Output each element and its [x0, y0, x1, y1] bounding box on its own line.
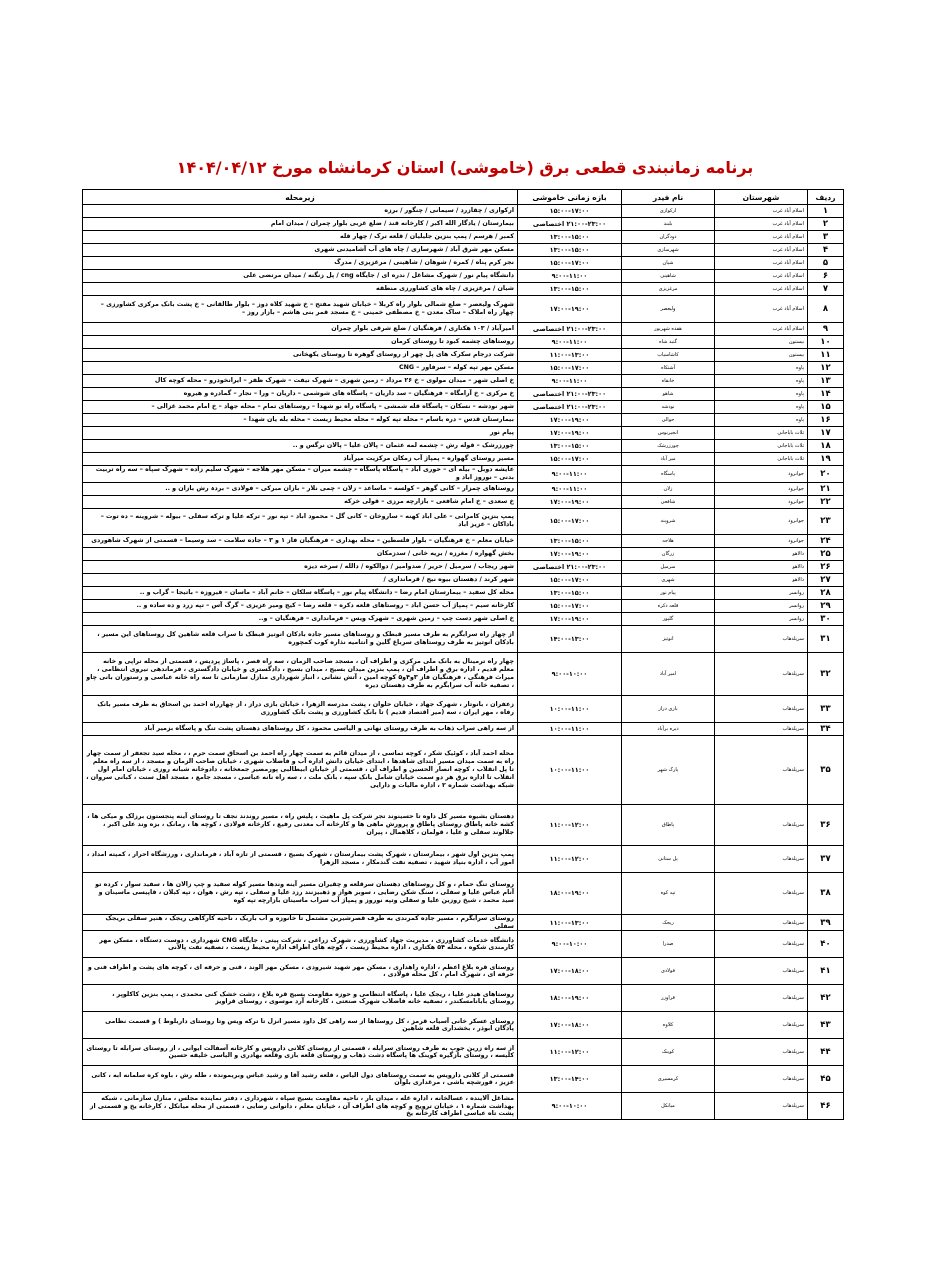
row-number: ۳۸: [808, 872, 844, 914]
row-feeder: پاطاق: [622, 804, 715, 845]
row-area: محله احمد آباد ، کوئیک شکر ، کوچه تماسی ، از میدان قائم به سمت چهار راه احمد بن اسحاق سمت حرم ، ، محله سید تجعفر از سمت چهار راه به سمت میدان مسیر ابتدای شاهدها ، ابتدای خیابان دانش اداره آب و فاضلاب شهری ، خیابان صاحب الزمان و مسجد ، از سه راه معلم تا پل انقلاب ، کوچه انصار الحسین و اطراف آن ، قسمتی از خیابان ابیطالبی پورمصیر جمعخانه ، دادوخانه شبانه روزی ، خیابان امام اول انقلاب تا اداره برق هر دو سمت خیابان شامل بانک سپه ، بانک ملت ، ، سه راه نانه عباسی ، مسجد جامع ، مسجد اهل سنت ، کبانی سروان ، شبکه بهداشت شماره ۲ ، اداره مالیات و دارایی: [83, 735, 518, 804]
row-time: ۱۷:۰۰-۱۹:۰۰: [518, 296, 622, 323]
row-city: اسلام آباد غرب: [715, 283, 808, 296]
row-time: ۱۸:۰۰-۱۹:۰۰: [518, 872, 622, 914]
table-row: [83, 336, 844, 349]
row-time: ۱۷:۰۰-۱۸:۰۰: [518, 1012, 622, 1039]
row-number: ۳۹: [808, 914, 844, 931]
header-radif: ردیف: [808, 190, 844, 205]
row-area: امیرآباد / ۱۰۳ هکتاری / فرهنگیان / ضلع شرقی بلوار چمران: [83, 323, 518, 336]
row-city: پاوه: [715, 375, 808, 388]
row-city: جوانرود: [715, 482, 808, 495]
row-number: ۳۶: [808, 804, 844, 845]
row-city: پاوه: [715, 388, 808, 401]
row-time: ۱۵:۰۰-۱۷:۰۰: [518, 573, 622, 586]
row-area: خ اصلی شهر دست چپ – زمین شهری – شهرک ویس – فرمانداری – فرهنگیان – و..: [83, 612, 518, 625]
row-city: سرپلذهاب: [715, 872, 808, 914]
row-number: ۶: [808, 270, 844, 283]
row-number: ۳: [808, 231, 844, 244]
row-feeder: هفده شهریور: [622, 323, 715, 336]
row-number: ۳۷: [808, 845, 844, 872]
row-feeder: گلپور: [622, 612, 715, 625]
row-city: سرپلذهاب: [715, 695, 808, 722]
header-area: زیرمحله: [83, 190, 518, 205]
row-time: ۱۵:۰۰-۱۷:۰۰: [518, 453, 622, 466]
row-city: سرپلذهاب: [715, 1039, 808, 1066]
table-row: [83, 508, 844, 534]
row-time: ۱۳:۰۰-۱۵:۰۰: [518, 586, 622, 599]
row-feeder: دیره برآباد: [622, 722, 715, 735]
row-time: ۱۱:۰۰-۱۳:۰۰: [518, 914, 622, 931]
table-row: [83, 560, 844, 573]
row-area: شهرک ولیعصر – ضلع شمالی بلوار راه کربلا – خیابان شهید مفتح – خ شهید کلاه دوز – بلوار طالقانی – خ پشت بانک مرکزی کشاورزی – چهار راه املاک – ساک معدن – خ مصطفی خمینی – خ مسجد قمر بنی هاشم – بازار روز –: [83, 296, 518, 323]
row-feeder: کلاوه: [622, 1012, 715, 1039]
header-time: بازه زمانی خاموشی: [518, 190, 622, 205]
row-time: ۱۷:۰۰-۱۸:۰۰: [518, 958, 622, 985]
row-time: ۱۳:۰۰-۱۵:۰۰: [518, 231, 622, 244]
row-area: خ مرکزی – خ آرامگاه – فرهنگیان – سد داریان – پاسگاه های شوشمی – داریان – ورا – نجار – گمادره و هیروه: [83, 388, 518, 401]
row-feeder: شروینه: [622, 508, 715, 534]
row-area: دهستان بشیوه مسیر کل داوه تا حسینوند تجر شرکت پل ماهیت ، پلیس راه ، مسیر روندند نجف تا روستای آینه پنجستون برزلک و میکی ها ، کشه خانه پاطاق روستای پاطاق و پرورش ماهی ها و کارخانه آب معدنی رفیع ، کارخانه فولادی ، کوچه ها ، رمانک ، بزه وند علی اکبر ، جلالوند سفلی و علیا ، قولمان ، کلاهمال ، پیران: [83, 804, 518, 845]
row-time: ۹:۰۰-۱۱:۰۰: [518, 336, 622, 349]
row-number: ۲۷: [808, 573, 844, 586]
row-area: مسکن مهر تپه کوله – سرفاور – CNG: [83, 362, 518, 375]
row-time: ۱۱:۰۰-۱۲:۰۰: [518, 1039, 622, 1066]
row-area: روستاهای چشمه کبود تا روستای کرمان: [83, 336, 518, 349]
row-feeder: انوتیز: [622, 625, 715, 652]
row-number: ۴۳: [808, 1012, 844, 1039]
table-row: [83, 1093, 844, 1120]
row-area: بخش گهواره / مغرزه / بریه خانی / سدزمکان: [83, 547, 518, 560]
row-number: ۴۱: [808, 958, 844, 985]
row-city: ثلاث باباجانی: [715, 453, 808, 466]
row-area: دانشگاه خدمات کشاورزی ، مدیریت جهاد کشاورزی ، شهرک زراعی ، شرکت پیتی ، جایگاه CNG شهرداری ، دوست دستگاه ، مسکن مهر کارمندی شکوه ، محله ۵۴ هکتاری ، اداره محیط زیست ، کوچه های اطراف اداره محیط زیست ، تصفیه نفت پالانی: [83, 931, 518, 958]
row-feeder: میر آباد: [622, 453, 715, 466]
row-number: ۴۶: [808, 1093, 844, 1120]
row-number: ۱۰: [808, 336, 844, 349]
row-city: دالاهو: [715, 560, 808, 573]
row-time: ۲۱:۰۰-۲۳:۰۰ اختصاصی: [518, 401, 622, 414]
row-number: ۲۹: [808, 599, 844, 612]
header-feeder: نام فیدر: [622, 190, 715, 205]
row-city: سرپلذهاب: [715, 804, 808, 845]
row-feeder: سرمیل: [622, 560, 715, 573]
row-area: بیمارستان قدس – دره باسام – محله تپه کوله – محله محیط زیست – محله بله یان شهدا –: [83, 414, 518, 427]
row-time: ۹:۰۰-۱۱:۰۰: [518, 466, 622, 483]
row-number: ۱: [808, 205, 844, 218]
row-city: سرپلذهاب: [715, 722, 808, 735]
row-time: ۱۵:۰۰-۱۷:۰۰: [518, 599, 622, 612]
table-row: [83, 914, 844, 931]
table-row: [83, 440, 844, 453]
row-city: سرپلذهاب: [715, 652, 808, 695]
row-number: ۳۲: [808, 652, 844, 695]
row-number: ۲۵: [808, 547, 844, 560]
row-time: ۱۳:۰۰-۱۵:۰۰: [518, 440, 622, 453]
row-area: خ اصلی شهر – میدان مولوی – خ ۲۶ مرداد – زمین شهری – شهرک نیفت – شهرک ظفر – ایرانخودرو – محله کوچه کال: [83, 375, 518, 388]
row-city: پاوه: [715, 362, 808, 375]
row-number: ۷: [808, 283, 844, 296]
row-feeder: شهری: [622, 573, 715, 586]
row-number: ۲۳: [808, 508, 844, 534]
table-row: [83, 804, 844, 845]
row-area: نجر کرم پناه / کمره / شوهان / شاهینی / مرغزیزی / مدرگ: [83, 257, 518, 270]
row-number: ۲۰: [808, 466, 844, 483]
table-row: [83, 599, 844, 612]
table-row: [83, 495, 844, 508]
row-time: ۲۱:۰۰-۲۳:۰۰ اختصاصی: [518, 323, 622, 336]
row-feeder: پارک شهر: [622, 735, 715, 804]
row-area: از سه راه زرین جوب به طرف روستای سرابله ، قسمتی از روستای کلانی دارویس و کارخانه آسفالت ایوانی ، از روستای سرابله تا روستای کلیسه ، روستای بازگیره کوینک ها پاسگاه دشت ذهاب و روستای قلعه بازی وقلعه بهادری و الیاسی خلیفه حسین: [83, 1039, 518, 1066]
row-feeder: زلان: [622, 482, 715, 495]
row-time: ۱۴:۰۰-۱۳:۰۰: [518, 625, 622, 652]
row-number: ۱۵: [808, 401, 844, 414]
row-number: ۱۳: [808, 375, 844, 388]
row-number: ۹: [808, 323, 844, 336]
row-time: ۱۱:۰۰-۱۳:۰۰: [518, 349, 622, 362]
row-feeder: خانقاه: [622, 375, 715, 388]
row-number: ۳۴: [808, 722, 844, 735]
row-area: بیمارستان / یادگار الله اکبر / کارخانه قند / ضلع غربی بلوار چمران / میدان امام: [83, 218, 518, 231]
row-area: پمپ بنزین کامرانی – علی اباد کهنه – ساروخان – کانی گل – محمود اباد – تپه نور – ترکه علیا و ترکه سفلی – بیوله – شروینه – ده توت – باداکان – عزیز اباد: [83, 508, 518, 534]
table-row: [83, 388, 844, 401]
table-row: [83, 270, 844, 283]
row-city: سرپلذهاب: [715, 1066, 808, 1093]
row-city: دالاهو: [715, 547, 808, 560]
row-feeder: انجیرنوس: [622, 427, 715, 440]
row-feeder: حوالی: [622, 414, 715, 427]
row-time: ۱۳:۰۰-۱۵:۰۰: [518, 244, 622, 257]
row-number: ۱۷: [808, 427, 844, 440]
row-area: کمبر / هرسم / پمپ بنزین جلیلیان / قلعه ترک / چهار قله: [83, 231, 518, 244]
row-city: روانسر: [715, 599, 808, 612]
row-city: سرپلذهاب: [715, 931, 808, 958]
row-feeder: شافعی: [622, 495, 715, 508]
row-number: ۱۴: [808, 388, 844, 401]
table-row: [83, 205, 844, 218]
row-area: چورزرشک – قوله رش – چشمه لمه عثمان – پالان علیا – پالان نرگس و ..: [83, 440, 518, 453]
table-row: [83, 735, 844, 804]
row-area: زعفران ، بانوتار ، شهرک جهاد ، خیابان حلوان ، پشت مدرسه الزهرا ، خیابان بازی دراز ، از چهارراه احمد بن اسحاق به طرف مسیر بانک رفاه ، مهر ایران ، سه (میر اقتصاد قدیم ) تا بانک کشاورزی و پشت بانک کشاورزی: [83, 695, 518, 722]
row-time: ۱۱:۰۰-۱۲:۰۰: [518, 845, 622, 872]
row-feeder: شهرسازی: [622, 244, 715, 257]
table-row: [83, 1039, 844, 1066]
row-city: روانسر: [715, 612, 808, 625]
table-row: [83, 349, 844, 362]
row-city: جوانرود: [715, 508, 808, 534]
row-feeder: ریجک: [622, 914, 715, 931]
table-row: [83, 218, 844, 231]
row-area: شهر کرند / دهستان بیوه نیج / قرمانداری /: [83, 573, 518, 586]
row-time: ۲۱:۰۰-۲۳:۰۰ اختصاصی: [518, 560, 622, 573]
row-number: ۴۰: [808, 931, 844, 958]
row-area: ارکوازی / چقازرد / سیمانی / چنگور / برزه: [83, 205, 518, 218]
table-row: [83, 612, 844, 625]
row-area: عایشه دوبل – بیله ای – حوری اباد – پاسگاه پاسگاه – چشمه میران – مسکن مهر هلاجه – شهرک سلیم زاده – شهرک سپاه – سه راه تربیت بدنی – نوروز اباد و: [83, 466, 518, 483]
row-time: ۲۱:۰۰-۲۳:۰۰ اختصاصی: [518, 218, 622, 231]
table-row: [83, 573, 844, 586]
table-row: [83, 625, 844, 652]
row-number: ۲۴: [808, 534, 844, 547]
table-row: [83, 375, 844, 388]
table-row: [83, 547, 844, 560]
row-time: ۱۵:۰۰-۱۷:۰۰: [518, 508, 622, 534]
row-number: ۸: [808, 296, 844, 323]
row-number: ۳۵: [808, 735, 844, 804]
table-row: [83, 427, 844, 440]
table-row: [83, 958, 844, 985]
row-number: ۳۳: [808, 695, 844, 722]
row-city: اسلام آباد غرب: [715, 218, 808, 231]
row-feeder: میانکل: [622, 1093, 715, 1120]
table-row: [83, 283, 844, 296]
row-time: ۹:۰۰-۱۱:۰۰: [518, 270, 622, 283]
row-feeder: قلعه دکره: [622, 599, 715, 612]
row-city: سرپلذهاب: [715, 1012, 808, 1039]
row-feeder: قراوزر: [622, 985, 715, 1012]
table-row: [83, 482, 844, 495]
table-header-row: [83, 190, 844, 205]
row-city: ثلاث باباجانی: [715, 440, 808, 453]
row-number: ۴۲: [808, 985, 844, 1012]
table-row: [83, 722, 844, 735]
row-number: ۱۱: [808, 349, 844, 362]
row-city: سرپلذهاب: [715, 1093, 808, 1120]
row-number: ۴۵: [808, 1066, 844, 1093]
row-city: روانسر: [715, 586, 808, 599]
row-area: شهر نودشه – نسکان – پاسگاه قله شمشی – پاسگاه راه نو شهدا – روستاهای تمام – محله جهاد – خ امام محمد غزالی –: [83, 401, 518, 414]
row-city: دالاهو: [715, 573, 808, 586]
row-city: سرپلذهاب: [715, 625, 808, 652]
row-number: ۲۸: [808, 586, 844, 599]
row-time: ۱۵:۰۰-۱۷:۰۰: [518, 362, 622, 375]
row-area: پمپ بنزین اول شهر ، بیمارستان ، شهرک پشت بیمارستان ، شهرک بسیج ، قسمتی از تازه آباد ، فرمانداری ، ورزشگاه احرار ، کمیته امداد ، امور آب ، اداره بنیاد شهید ، تصفیه نفت گندمکار ، مسجد الزهرا: [83, 845, 518, 872]
row-city: پاوه: [715, 414, 808, 427]
row-time: ۱۳:۰۰-۱۵:۰۰: [518, 534, 622, 547]
table-row: [83, 401, 844, 414]
header-city: شهرستان: [715, 190, 808, 205]
row-feeder: ولیعصر: [622, 296, 715, 323]
row-area: خیابان معلم – خ فرهنگیان – بلوار فلسطین – محله بهداری – فرهنگیان فاز ۱ و ۳ – جاده سلامت – سد وسیما – قسمتی از شهرک شاهوردی: [83, 534, 518, 547]
table-row: [83, 985, 844, 1012]
row-time: ۹:۰۰-۱۱:۰۰: [518, 482, 622, 495]
row-time: ۹:۰۰-۱۰:۰۰: [518, 652, 622, 695]
row-city: جوانرود: [715, 466, 808, 483]
row-city: پاوه: [715, 401, 808, 414]
row-area: پیام نور: [83, 427, 518, 440]
row-area: مسیر روستای گهواره – پمپاژ آب زمکان مرکزیت میرآباد: [83, 453, 518, 466]
table-row: [83, 466, 844, 483]
row-number: ۳۱: [808, 625, 844, 652]
page-title: برنامه زمانبندی قطعی برق (خاموشی) استان کرمانشاه مورخ ۱۴۰۴/۰۴/۱۲: [176, 158, 754, 177]
row-area: مشاغل آلاینده ، عسالخانه ، اداره غله ، میدان بار ، ناحیه مقاومت بسیج سپاه ، شهرداری ، دفتر نماینده مجلس ، منازل سازمانی ، شبکه بهداشت شماره ۱ ، خیابان ترویج و کوچه های اطراف آن ، خیابان معلم ، دانوانی رضایی ، قسمتی از محله میانکل ، کارخانه یخ و قسمتی از پشت تاه عباسی اطراف کارخانه یخ: [83, 1093, 518, 1120]
table-row: [83, 872, 844, 914]
table-row: [83, 931, 844, 958]
table-row: [83, 586, 844, 599]
row-area: قسمتی از کلانی دارویس به سمت روستاهای دول الیاس ، قلعه رشید آقا و رشید عباس وبریمونده ، طله رش ، باوه کره سلمانه ابه ، کانی عزیز ، قورشچه باشی ، مرغداری بلوان: [83, 1066, 518, 1093]
table-row: [83, 1066, 844, 1093]
row-feeder: بلبند: [622, 218, 715, 231]
row-time: ۹:۰۰-۱۰:۰۰: [518, 931, 622, 958]
row-feeder: کوینک: [622, 1039, 715, 1066]
row-time: ۱۵:۰۰-۱۷:۰۰: [518, 257, 622, 270]
table-row: [83, 414, 844, 427]
table-row: [83, 1012, 844, 1039]
row-city: سرپلذهاب: [715, 845, 808, 872]
row-area: روستاهای هیدر علیا ، ریجک علیا ، پاسگاه انتظامی و حوزه مقاومت بسیج قره بلاغ ، دشت خشک کنی محمدی ، پمپ بنزین کاکلوپر ، روستای بابانامسکندر ، تصفیه خانه فاضلاب شهرک صنعتی ، کارخانه آرد موسوی ، روستای قراویز: [83, 985, 518, 1012]
row-number: ۵: [808, 257, 844, 270]
row-feeder: شاهو: [622, 388, 715, 401]
row-feeder: چورزرشک: [622, 440, 715, 453]
row-time: ۱۰:۰۰-۱۱:۰۰: [518, 695, 622, 722]
row-city: اسلام آباد غرب: [715, 323, 808, 336]
row-feeder: صدرا: [622, 931, 715, 958]
table-row: [83, 257, 844, 270]
row-time: ۱۷:۰۰-۱۹:۰۰: [518, 414, 622, 427]
row-feeder: تپه کوه: [622, 872, 715, 914]
row-city: اسلام آباد غرب: [715, 296, 808, 323]
row-area: روستای قره بلاغ اعظم ، اداره راهداری ، مسکن مهر شهید شیرودی ، مسکن مهر الوند ، قنی و حرفه ای ، کوچه های پشت و اطراف فنی و حرفه ای ، شهرک امام ، کل محله فولادی ،: [83, 958, 518, 985]
row-time: ۱۷:۰۰-۱۹:۰۰: [518, 427, 622, 440]
row-city: سرپلذهاب: [715, 985, 808, 1012]
row-feeder: امیر آباد: [622, 652, 715, 695]
row-time: ۲۱:۰۰-۲۳:۰۰ اختصاصی: [518, 388, 622, 401]
row-feeder: آشتکاه: [622, 362, 715, 375]
row-city: سرپلذهاب: [715, 958, 808, 985]
row-feeder: شیان: [622, 257, 715, 270]
table-row: [83, 453, 844, 466]
row-city: سرپلذهاب: [715, 914, 808, 931]
row-feeder: پیام نور: [622, 586, 715, 599]
row-city: بیستون: [715, 336, 808, 349]
row-feeder: دودگران: [622, 231, 715, 244]
row-city: اسلام آباد غرب: [715, 257, 808, 270]
row-city: جوانرود: [715, 534, 808, 547]
row-time: ۱۰:۰۰-۱۱:۰۰: [518, 735, 622, 804]
row-number: ۲۲: [808, 495, 844, 508]
table-row: [83, 534, 844, 547]
table-row: [83, 231, 844, 244]
row-area: شهر ریجاب / سرمیل / حریر / صدوامیر / دوالکوه / دالله / سرخه دیزه: [83, 560, 518, 573]
row-area: شرکت درجام سکرک های پل چهر از روستای گوهره تا روستای یکهخانی: [83, 349, 518, 362]
row-area: از چهار راه سرابگرم به طرف مسیر قبطک و روستاهای مسیر جاده بادکان انوتیز قبطک تا سراب قلعه شاهین کل روستاهای این مسیر ، بادکان انوتیز به طرف روستاهای سرباغ گلین و انتامیه نذاره کوب کمچوره: [83, 625, 518, 652]
row-city: جوانرود: [715, 495, 808, 508]
row-number: ۲۱: [808, 482, 844, 495]
table-row: [83, 695, 844, 722]
row-feeder: گنبد شاه: [622, 336, 715, 349]
row-area: شیان / مرغزیزی / چاه های کشاورزی منطقه: [83, 283, 518, 296]
row-city: اسلام آباد غرب: [715, 231, 808, 244]
row-city: اسلام آباد غرب: [715, 270, 808, 283]
row-feeder: ارکوازی: [622, 205, 715, 218]
row-city: ثلاث باباجانی: [715, 427, 808, 440]
row-city: اسلام آباد غرب: [715, 244, 808, 257]
row-time: ۱۵:۰۰-۱۷:۰۰: [518, 205, 622, 218]
row-time: ۱۱:۰۰-۱۲:۰۰: [518, 804, 622, 845]
row-feeder: فولادی: [622, 958, 715, 985]
row-area: خ سعدی – خ امام شافعی – بازارچه مرزی – قولی خرکه: [83, 495, 518, 508]
row-number: ۳۰: [808, 612, 844, 625]
row-feeder: شاهینی: [622, 270, 715, 283]
row-feeder: بازی دراز: [622, 695, 715, 722]
row-time: ۹:۰۰-۱۰:۰۰: [518, 1093, 622, 1120]
row-feeder: نودشه: [622, 401, 715, 414]
row-feeder: هلاجه: [622, 534, 715, 547]
row-area: دانشگاه پیام نور / شهرک مشاغل / ندره ای / جایگاه cng / پل زنگنه / میدان مرتضی علی: [83, 270, 518, 283]
row-city: سرپلذهاب: [715, 735, 808, 804]
row-area: روستای تنگ حمام ، و کل روستاهای دهستان سرقلعه و چقیران مسیر آینه وندها مسیر کوله سفید و چپ زالان ها ، سفید سوار ، کرده تو آنام عباس علیا و سفلی ، سنگ شکن رضایی ، سوبر هواز و ذهبیزنند رزد علیا و سفلی ، تپه رش ، هوان ، تپه کبلان ، قاپیسی ماسینان و سید محمد ، شیخ روزین علیا و سفلی وتپه نوروز و پمپاژ آب سراب ماسینان بازارچه تپه کوه: [83, 872, 518, 914]
row-area: چهار راه ترمینال به بانک ملی مرکزی و اطراف آن ، مسجد صاحب الزمان ، سه راه قصر ، پاساژ پردیس ، قسمتی از محله تراپی و خانه معلم قدیم ، اداره برق و اطراف آن ، پمپ بنزین میدان بسیج ، میدان بسیج ، دادگستری و خیابان دادگستری ، فرماندهی نیروی انتظامی ، میراث فرهنگی ، فرهنگیان فاز ۳و۴و۵ کوچه امین ، آتش نشانی ، انبار شهرداری منازل سازمانی تا سه راه خانه عباسی و رستوران بانی چاو ، تصفیه خانه آب سرابگرم به طرف دهستان دیره: [83, 652, 518, 695]
row-feeder: مرغزیزی: [622, 283, 715, 296]
row-time: ۹:۰۰-۱۱:۰۰: [518, 375, 622, 388]
row-area: از سه راهی سراب ذهاب به طرف روستای نهانی و الیاسی محمود ، کل روستاهای دهستان پشت تنگ و پاسگاه بزمیر آباد: [83, 722, 518, 735]
row-feeder: پل ستانی: [622, 845, 715, 872]
row-feeder: کاشاسیاب: [622, 349, 715, 362]
row-area: محله کل سفید – بیمارستان امام رضا – دانشگاه پیام نور – پاسگاه سلکان – خانم آباد – ماسان – قیروزه – باتیجا – گراب و ..: [83, 586, 518, 599]
row-feeder: زرگان: [622, 547, 715, 560]
row-number: ۴۴: [808, 1039, 844, 1066]
row-number: ۲: [808, 218, 844, 231]
row-number: ۲۶: [808, 560, 844, 573]
table-row: [83, 296, 844, 323]
row-number: ۱۶: [808, 414, 844, 427]
row-time: ۱۰:۰۰-۱۱:۰۰: [518, 722, 622, 735]
row-area: روستای عسکر خانی آسیاب قرمز ، کل روستاها از سه راهی کل داود مسیر انزل تا ترکه ویس وتا روستای داربلوط ) و قسمت نظامی پادگان ابوذر ، بخشداری قلعه شاهین: [83, 1012, 518, 1039]
row-time: ۱۳:۰۰-۱۴:۰۰: [518, 1066, 622, 1093]
row-area: روستاهای چمزار – کانی گوهر – کولسه – ماساعد – زلان – چمی نلار – بازان مبرکی – فولادی – بردہ رش بازان و ..: [83, 482, 518, 495]
row-time: ۱۳:۰۰-۱۵:۰۰: [518, 283, 622, 296]
table-row: [83, 323, 844, 336]
row-number: ۴: [808, 244, 844, 257]
table-row: [83, 845, 844, 872]
table-row: [83, 362, 844, 375]
outage-schedule-table: [82, 189, 844, 1120]
row-time: ۱۸:۰۰-۱۹:۰۰: [518, 985, 622, 1012]
row-time: ۱۷:۰۰-۱۹:۰۰: [518, 612, 622, 625]
row-number: ۱۲: [808, 362, 844, 375]
row-area: مسکن مهر شرق آباد / شهرسازی / چاه های آب آشامیدنی شهری: [83, 244, 518, 257]
row-number: ۱۸: [808, 440, 844, 453]
row-number: ۱۹: [808, 453, 844, 466]
row-area: روستای سرابگرم ، مسیر جاده کمرندی به طرف قصرشیرین مشتمل تا خانوزه و آب باریک ، ناحیه کارکاهی ریجک ، هنیر سفلی بریجک سفلی: [83, 914, 518, 931]
row-feeder: کرمسیری: [622, 1066, 715, 1093]
row-area: کارخانه سیم – پمپاژ آب حسن اباد – روستاهای قلعه دکره – قلعه رضا – کیج ومیر عزیزی – گرگ آس – تپه زرد و ده ساده و ..: [83, 599, 518, 612]
row-city: بیستون: [715, 349, 808, 362]
row-time: ۱۷:۰۰-۱۹:۰۰: [518, 495, 622, 508]
row-time: ۱۷:۰۰-۱۹:۰۰: [518, 547, 622, 560]
table-row: [83, 244, 844, 257]
row-city: اسلام آباد غرب: [715, 205, 808, 218]
row-feeder: پاسگاه: [622, 466, 715, 483]
table-row: [83, 652, 844, 695]
